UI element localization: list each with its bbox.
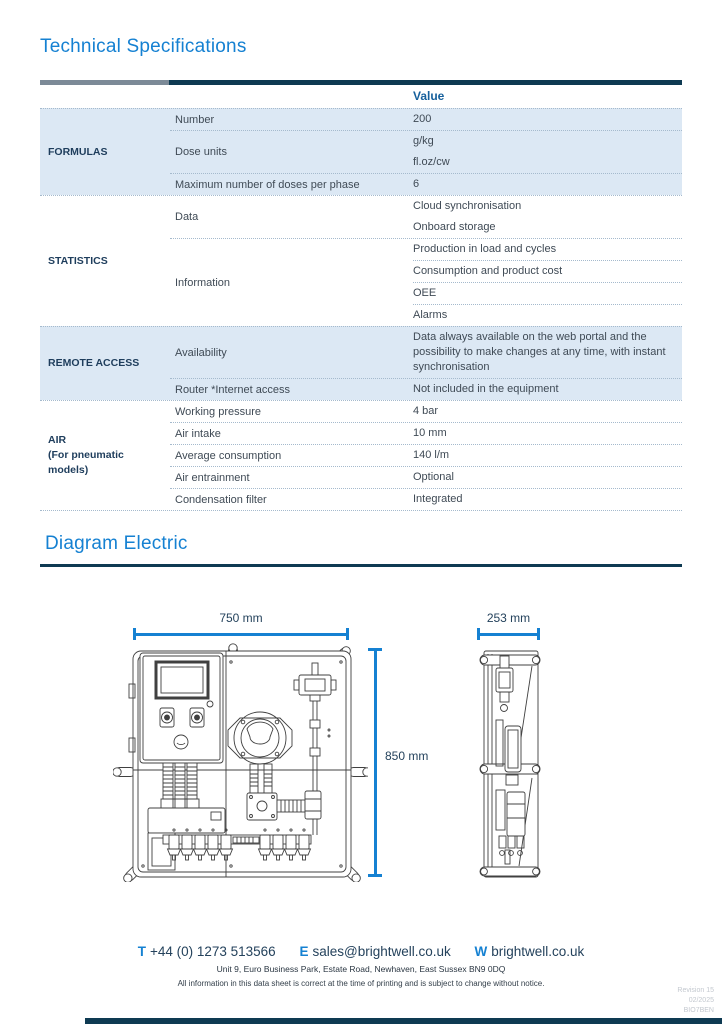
- section-label: [40, 196, 170, 326]
- control-box: [140, 653, 223, 763]
- section-label-line: models): [48, 464, 89, 476]
- section-label-line: AIR: [48, 434, 67, 446]
- email-address[interactable]: sales@brightwell.co.uk: [312, 944, 451, 959]
- value-text: Integrated: [413, 493, 463, 505]
- dimension-bar: [136, 633, 346, 636]
- value-cell: [410, 489, 682, 510]
- contact-line: [0, 944, 722, 959]
- revision-date: 02/2025: [688, 997, 714, 1004]
- value-text: Data always available on the web portal and the possibility to make changes at any time, with instant synchronisation: [413, 331, 666, 373]
- value-cell: [410, 174, 682, 195]
- dimension-bar: [374, 651, 377, 874]
- value-cell: [410, 401, 682, 422]
- manifold-block: [247, 793, 277, 820]
- attribute-cell: Condensation filter: [175, 493, 267, 506]
- value-text: Production in load and cycles: [413, 243, 557, 255]
- attribute-cell: Air entrainment: [175, 471, 250, 484]
- table-top-bar: [40, 80, 682, 85]
- attribute-cell: Air intake: [175, 427, 221, 440]
- section-label: [40, 401, 170, 510]
- mount-lug-icon: [349, 768, 368, 777]
- table-row: [170, 444, 682, 466]
- value-text: Not included in the equipment: [413, 383, 559, 395]
- dimension-line: [477, 628, 540, 640]
- attribute-cell: Router *Internet access: [175, 383, 290, 396]
- revision-block: [677, 986, 714, 1016]
- value-cell: [410, 423, 682, 444]
- value-text: Cloud synchronisation: [413, 200, 522, 212]
- spec-table: [40, 86, 682, 511]
- table-row: [170, 196, 682, 238]
- front-view-diagram: [113, 642, 368, 882]
- value-text: Onboard storage: [413, 221, 496, 233]
- value-cell: [410, 467, 682, 488]
- value-text: 4 bar: [413, 405, 439, 417]
- value-cell: [410, 379, 682, 400]
- section-label-line: (For pneumatic: [48, 449, 124, 461]
- value-text: 140 l/m: [413, 449, 450, 461]
- table-row: [170, 466, 682, 488]
- section-label: [40, 109, 170, 195]
- table-row: [170, 488, 682, 510]
- phone-label: T: [137, 944, 146, 959]
- table-row: [170, 378, 682, 400]
- value-text: 10 mm: [413, 427, 447, 439]
- value-cell: [410, 239, 682, 326]
- table-row: [170, 130, 682, 173]
- website-address[interactable]: brightwell.co.uk: [491, 944, 585, 959]
- table-row: [170, 173, 682, 195]
- dimension-bar: [480, 633, 537, 636]
- value-text: OEE: [413, 282, 682, 304]
- section-rows: [170, 196, 682, 326]
- attribute-cell: Working pressure: [175, 405, 261, 418]
- revision-code: BIO7BEN: [683, 1007, 714, 1014]
- value-text: Optional: [413, 471, 454, 483]
- value-text: Alarms: [413, 304, 682, 326]
- attribute-cell: Information: [175, 276, 231, 289]
- header-spacer: [170, 86, 410, 108]
- address-line: Unit 9, Euro Business Park, Estate Road, Newhaven, East Sussex BN9 0DQ: [216, 964, 506, 974]
- disclaimer-line: All information in this data sheet is correct at the time of printing and is subject to change without notice.: [177, 979, 545, 988]
- table-body: [40, 108, 682, 511]
- attribute-cell: Data: [175, 211, 199, 223]
- section-rule: [40, 564, 682, 567]
- mount-lug-icon: [113, 768, 135, 777]
- table-top-bar-gray-segment: [40, 80, 169, 85]
- table-row: [170, 422, 682, 444]
- table-row: [170, 327, 682, 378]
- value-cell: [410, 131, 682, 173]
- table-top-bar-navy-segment: [169, 80, 682, 85]
- dimension-tick: [537, 628, 540, 640]
- section-rows: [170, 401, 682, 510]
- side-view-diagram: [475, 642, 545, 882]
- value-text: Consumption and product cost: [413, 260, 682, 282]
- phone-number: +44 (0) 1273 513566: [149, 944, 276, 959]
- attribute-cell: Availability: [175, 346, 227, 359]
- value-cell: [410, 196, 682, 238]
- table-section: [40, 195, 682, 326]
- table-row: [170, 401, 682, 422]
- table-section: [40, 400, 682, 510]
- value-cell: [410, 109, 682, 130]
- bottom-page-bar: [85, 1018, 722, 1024]
- value-column-header: Value: [413, 89, 445, 103]
- table-section: [40, 108, 682, 195]
- value-cell: [410, 327, 682, 378]
- section-label-line: FORMULAS: [48, 145, 108, 158]
- attribute-cell: Dose units: [175, 146, 227, 158]
- table-row: [170, 109, 682, 130]
- section-label-line: STATISTICS: [48, 254, 108, 267]
- email-label: E: [299, 944, 309, 959]
- front-width-label: 750 mm: [219, 611, 263, 625]
- dimension-tick: [368, 874, 382, 877]
- footer: [0, 944, 722, 988]
- attribute-cell: Maximum number of doses per phase: [175, 178, 360, 191]
- section-rows: [170, 109, 682, 195]
- revision-number: Revision 15: [677, 987, 714, 994]
- table-section: [40, 326, 682, 400]
- front-height-label: 850 mm: [385, 749, 429, 763]
- section-label-line: REMOTE ACCESS: [48, 357, 140, 369]
- side-width-label: 253 mm: [486, 611, 531, 625]
- dimension-tick: [346, 628, 349, 640]
- value-text: 200: [413, 113, 432, 125]
- page-title: Technical Specifications: [40, 36, 247, 57]
- section-label: [40, 327, 170, 400]
- section-rows: [170, 327, 682, 400]
- attribute-cell: Average consumption: [175, 449, 282, 462]
- dimension-line: [133, 628, 349, 640]
- diagram-section-title: Diagram Electric: [45, 533, 188, 554]
- value-cell: [410, 445, 682, 466]
- header-spacer: [40, 86, 170, 108]
- value-text: g/kg: [413, 135, 434, 147]
- side-width-dimension: [477, 611, 540, 640]
- value-text: fl.oz/cw: [413, 156, 450, 168]
- front-height-dimension: [368, 648, 382, 877]
- web-label: W: [474, 944, 488, 959]
- front-width-dimension: [133, 611, 349, 640]
- table-header-row: [40, 86, 682, 108]
- attribute-cell: Number: [175, 113, 215, 126]
- table-row: [170, 238, 682, 326]
- value-text: 6: [413, 178, 420, 190]
